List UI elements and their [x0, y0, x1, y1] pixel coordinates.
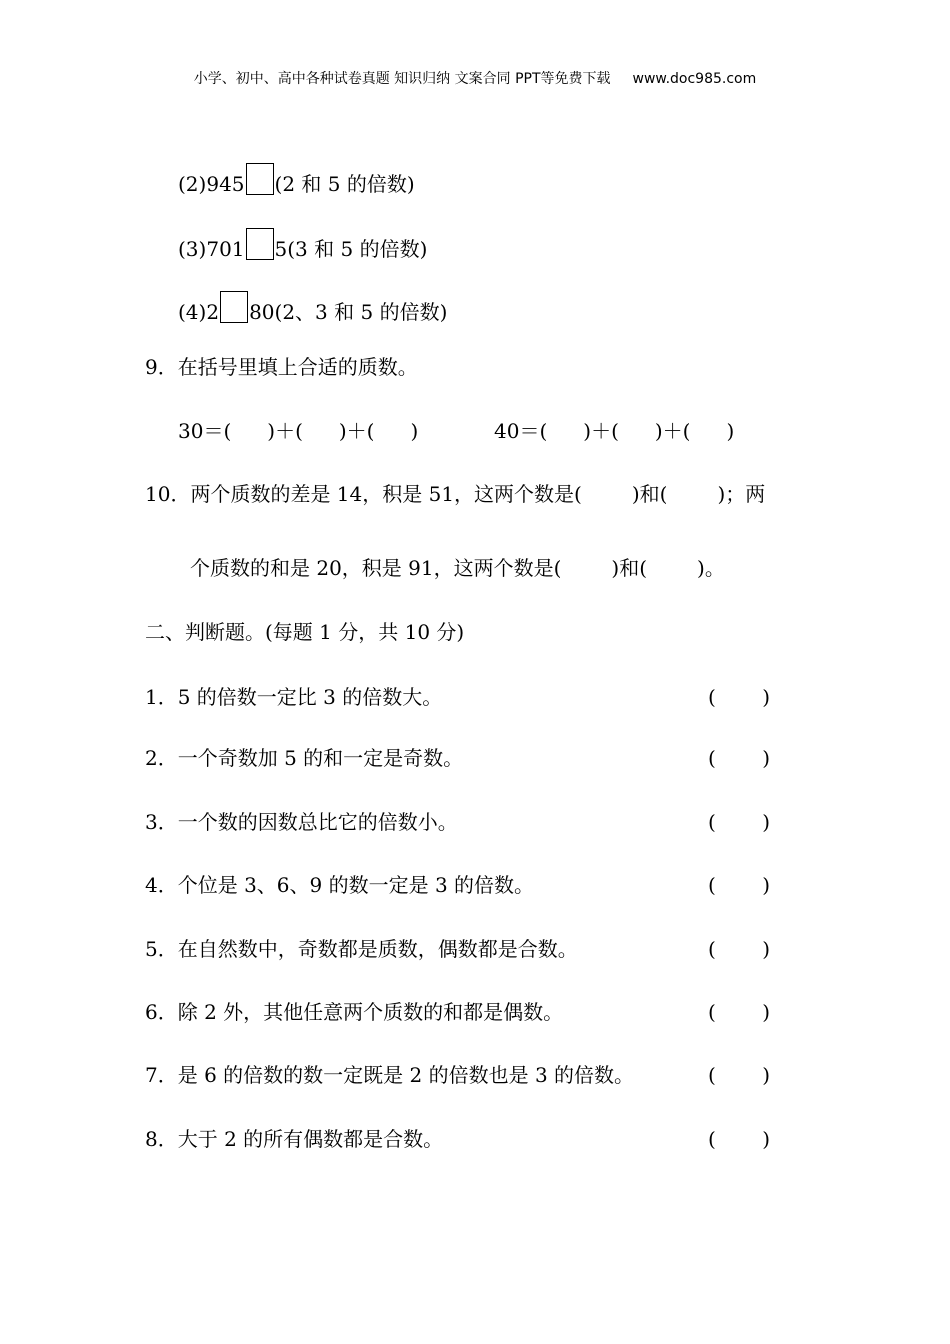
judge-item-5: 5．在自然数中，奇数都是质数，偶数都是合数。: [145, 937, 578, 961]
q8-part-label: (4): [178, 300, 207, 324]
open-paren: (: [708, 1063, 716, 1087]
judge-item-4: 4．个位是 3、6、9 的数一定是 3 的倍数。: [145, 873, 535, 897]
eq-plus: )＋(: [583, 419, 619, 443]
digit-fill-box[interactable]: [246, 163, 274, 195]
close-paren: ): [762, 937, 770, 961]
judge-item-1: 1．5 的倍数一定比 3 的倍数大。: [145, 685, 443, 709]
close-paren: ): [762, 873, 770, 897]
q10-line-1: [145, 482, 765, 506]
judge-item-6: 6．除 2 外，其他任意两个质数的和都是偶数。: [145, 1000, 564, 1024]
q8-part-before: 701: [206, 237, 245, 261]
eq-close: ): [410, 419, 419, 443]
judge-answer-box[interactable]: [708, 1063, 770, 1087]
judge-answer-box[interactable]: [708, 685, 770, 709]
digit-fill-box[interactable]: [220, 291, 248, 323]
close-paren: ): [762, 1000, 770, 1024]
q10-text: )和(: [631, 482, 668, 506]
q8-part-4: [178, 291, 447, 324]
q8-part-after: 5(3 和 5 的倍数): [274, 237, 428, 261]
digit-fill-box[interactable]: [246, 228, 274, 260]
q8-part-before: 2: [206, 300, 220, 324]
q8-part-2: [178, 163, 415, 196]
judge-item-2: 2．一个奇数加 5 的和一定是奇数。: [145, 746, 464, 770]
header-text: 小学、初中、高中各种试卷真题 知识归纳 文案合同 PPT等免费下载: [193, 71, 611, 87]
q9-equation-30: [178, 419, 418, 443]
eq-start: 30＝(: [178, 419, 232, 443]
close-paren: ): [762, 746, 770, 770]
q8-part-3: [178, 228, 427, 261]
q9-equation-40: [494, 419, 734, 443]
section-title: 二、判断题。(每题 1 分，共 10 分): [145, 620, 465, 644]
q8-part-label: (2): [178, 172, 207, 196]
judge-item-7: 7．是 6 的倍数的数一定既是 2 的倍数也是 3 的倍数。: [145, 1063, 635, 1087]
judge-answer-box[interactable]: [708, 746, 770, 770]
eq-close: ): [726, 419, 735, 443]
eq-plus: )＋(: [654, 419, 691, 443]
close-paren: ): [762, 1063, 770, 1087]
header-url: www.doc985.com: [632, 71, 757, 87]
q9-title: 9．在括号里填上合适的质数。: [145, 355, 418, 379]
open-paren: (: [708, 1000, 716, 1024]
q8-part-after: 80(2、3 和 5 的倍数): [249, 300, 448, 324]
judge-item-3: 3．一个数的因数总比它的倍数小。: [145, 810, 458, 834]
open-paren: (: [708, 685, 716, 709]
open-paren: (: [708, 746, 716, 770]
eq-plus: )＋(: [267, 419, 303, 443]
eq-start: 40＝(: [494, 419, 548, 443]
judge-answer-box[interactable]: [708, 937, 770, 961]
q10-line-2: [190, 556, 725, 580]
judge-answer-box[interactable]: [708, 810, 770, 834]
open-paren: (: [708, 1127, 716, 1151]
q8-part-after: (2 和 5 的倍数): [274, 172, 415, 196]
close-paren: ): [762, 685, 770, 709]
page-header: [0, 68, 950, 88]
judge-answer-box[interactable]: [708, 873, 770, 897]
q10-text: )。: [697, 556, 725, 580]
q10-text: )；两: [717, 482, 766, 506]
q10-text: 个质数的和是 20，积是 91，这两个数是(: [190, 556, 562, 580]
judge-answer-box[interactable]: [708, 1000, 770, 1024]
q8-part-label: (3): [178, 237, 207, 261]
open-paren: (: [708, 937, 716, 961]
judge-answer-box[interactable]: [708, 1127, 770, 1151]
q10-text: 10．两个质数的差是 14，积是 51，这两个数是(: [145, 482, 582, 506]
close-paren: ): [762, 1127, 770, 1151]
open-paren: (: [708, 810, 716, 834]
q8-part-before: 945: [206, 172, 245, 196]
open-paren: (: [708, 873, 716, 897]
close-paren: ): [762, 810, 770, 834]
eq-plus: )＋(: [338, 419, 375, 443]
q10-text: )和(: [611, 556, 648, 580]
judge-item-8: 8．大于 2 的所有偶数都是合数。: [145, 1127, 444, 1151]
